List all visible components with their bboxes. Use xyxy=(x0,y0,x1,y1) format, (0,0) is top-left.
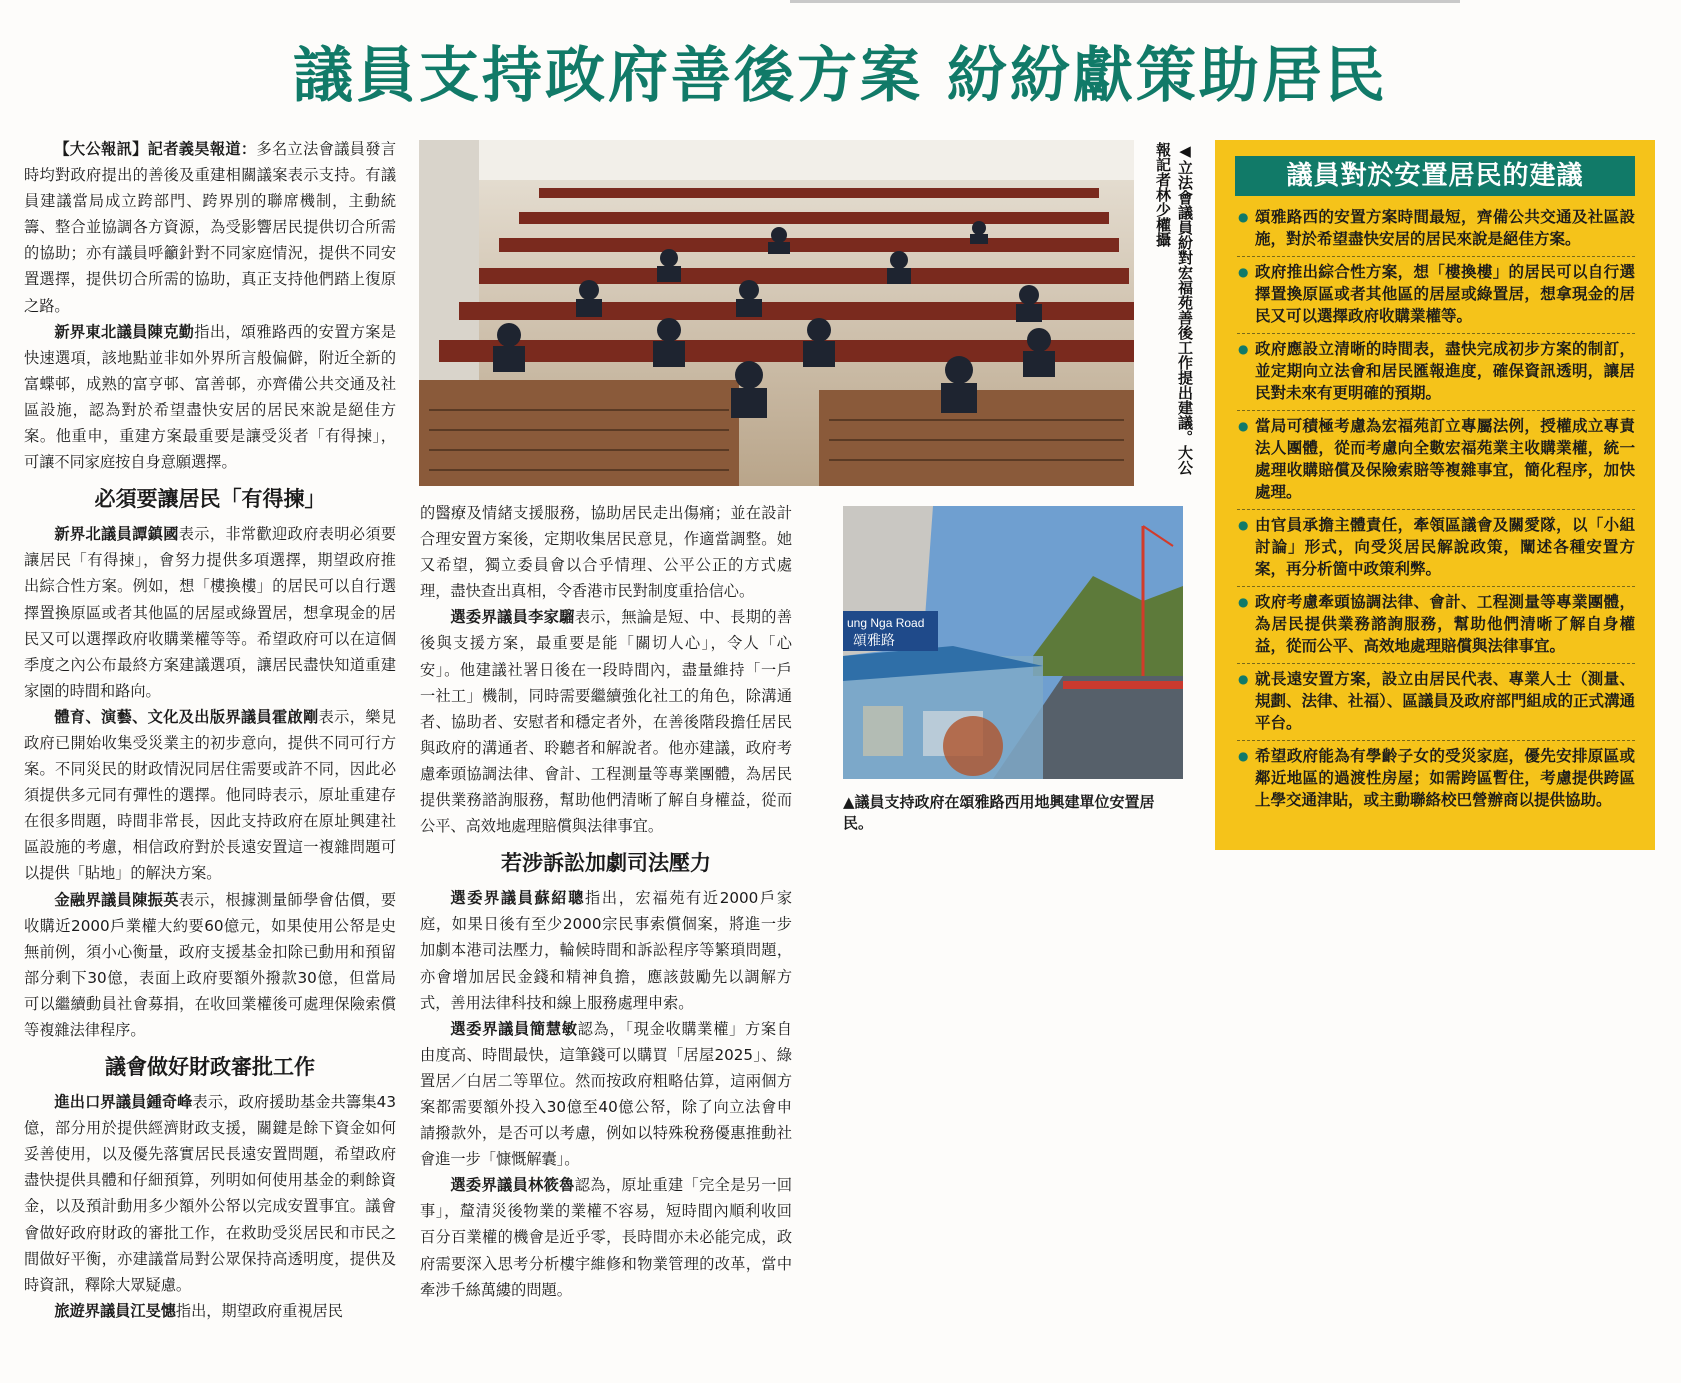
street-photo xyxy=(843,506,1183,779)
speaker-name: 新界北議員譚鎮國 xyxy=(54,525,179,544)
subheading: 議會做好財政審批工作 xyxy=(105,1055,315,1080)
list-item: ● 頌雅路西的安置方案時間最短，齊備公共交通及社區設施，對於希望盡快安居的居民來說是絕佳方案。 xyxy=(1237,202,1635,257)
paragraph-text: 認為，原址重建「完全是另一回事」，釐清災後物業的業權不容易，短時間內順利收回百分百業權的機會是近乎零，長時間亦未必能完成，政府需要深入思考分析樓宇維修和物業管理的改革，當中牽涉千絲萬縷的問題。 xyxy=(420,1176,793,1299)
byline: 【大公報訊】記者義昊報道： xyxy=(54,140,257,158)
paragraph-text: 指出，宏福苑有近2000戶家庭，如果日後有至少2000宗民事索償個案，將進一步加劇本港司法壓力，輪候時間和訴訟程序等繁瑣問題，亦會增加居民金錢和精神負擔，應該鼓勵先以調解方式，善用法律科技和線上服務處理申索。 xyxy=(420,889,793,1012)
list-item: ● 當局可積極考慮為宏福苑訂立專屬法例，授權成立專責法人團體，從而考慮向全數宏福苑業主收購業權，統一處理收購賠償及保險索賠等複雜事宜，簡化程序，加快處理。 xyxy=(1237,411,1635,510)
suggestions-sidebar xyxy=(1215,140,1655,850)
top-rule xyxy=(790,0,1460,3)
paragraph-text: 多名立法會議員發言時均對政府提出的善後及重建相關議案表示支持。有議員建議當局成立跨部門、跨界別的聯席機制，主動統籌、整合並協調各方資源，為受影響居民提供切合所需的協助；亦有議員呼籲針對不同家庭情況，提供不同安置選擇，提供切合所需的協助，真正支持他們踏上復原之路。 xyxy=(24,140,397,315)
paragraph xyxy=(24,136,396,319)
list-item: ● 由官員承擔主體責任，牽領區議會及關愛隊，以「小組討論」形式，向受災居民解說政策，闡述各種安置方案，再分析箇中政策利弊。 xyxy=(1237,510,1635,587)
speaker-name: 選委界議員林筱魯 xyxy=(450,1176,575,1195)
speaker-name: 選委界議員李家騮 xyxy=(450,608,575,627)
speaker-name: 進出口界議員鍾奇峰 xyxy=(54,1093,193,1112)
speaker-name: 旅遊界議員江旻憓 xyxy=(54,1301,176,1320)
list-item: ● 希望政府能為有學齡子女的受災家庭，優先安排原區或鄰近地區的過渡性房屋；如需跨區暫住，考慮提供跨區上學交通津貼，或主動聯絡校巴營辦商以提供協助。 xyxy=(1237,741,1635,817)
speaker-name: 新界東北議員陳克勤 xyxy=(54,322,195,341)
list-item: ● 政府應設立清晰的時間表，盡快完成初步方案的制訂，並定期向立法會和居民匯報進度，確保資訊透明，讓居民對未來有更明確的預期。 xyxy=(1237,334,1635,411)
article-column-1 xyxy=(24,136,396,1324)
suggestion-list xyxy=(1237,202,1635,817)
paragraph xyxy=(420,885,792,1015)
paragraph-text: 表示，非常歡迎政府表明必須要讓居民「有得揀」，會努力提供多項選擇，期望政府推出綜合性方案。例如，想「樓換樓」的居民可以自行選擇置換原區或者其他區的居屋或綠置居，想拿現金的居民又可以選擇政府收購業權等等。希望政府可以在這個季度之內公布最終方案建議選項，讓居民盡快知道重建家園的時間和路向。 xyxy=(24,525,397,700)
subheading: 必須要讓居民「有得揀」 xyxy=(94,487,326,512)
paragraph-text: 指出，期望政府重視居民 xyxy=(175,1301,343,1320)
article-column-2 xyxy=(420,500,792,1303)
paragraph-text: 認為，「現金收購業權」方案自由度高、時間最快，這筆錢可以購買「居屋2025」、綠置居／白居二等單位。然而按政府粗略估算，這兩個方案都需要額外投入30億至40億公帑，除了向立法會申請撥款外，是否可以考慮，例如以特殊稅務優惠推動社會進一步「慷慨解囊」。 xyxy=(420,1019,792,1169)
paragraph-text: 表示，政府援助基金共籌集43億，部分用於提供經濟財政支援，關鍵是餘下資金如何妥善使用，以及優先落實居民長遠安置問題，希望政府盡快提供具體和仔細預算，列明如何使用基金的剩餘資金，以及預計動用多少額外公帑以完成安置事宜。議會會做好政府財政的審批工作，在救助受災居民和市民之間做好平衡，亦建議當局對公眾保持高透明度，提供及時資訊，釋除大眾疑慮。 xyxy=(24,1093,397,1294)
speaker-name: 金融界議員陳振英 xyxy=(54,890,179,909)
photo-1-caption: ◀立法會議員紛對宏福苑善後工作提出建議。大公報記者林少權攝 xyxy=(1154,142,1194,475)
paragraph xyxy=(24,1298,396,1324)
paragraph xyxy=(24,521,396,704)
sidebar-title: 議員對於安置居民的建議 xyxy=(1235,156,1635,196)
paragraph xyxy=(24,319,396,476)
subheading: 若涉訴訟加劇司法壓力 xyxy=(501,851,711,876)
paragraph-text: 表示，無論是短、中、長期的善後與支援方案，最重要是能「關切人心」，令人「心安」。他建議社署日後在一段時間內，盡量維持「一戶一社工」機制，同時需要繼續強化社工的角色，除溝通者、協助者、安慰者和穩定者外，在善後階段擔任居民與政府的溝通者、聆聽者和解說者。他亦建議，政府考慮牽頭協調法律、會計、工程測量等專業團體，為居民提供業務諮詢服務，幫助他們清晰了解自身權益，從而公平、高效地處理賠償與法律事宜。 xyxy=(420,608,793,836)
paragraph-text: 表示，根據測量師學會估價，要收購近2000戶業權大約要60億元，如果使用公帑是史無前例，須小心衡量，政府支援基金扣除已動用和預留部分剩下30億，表面上政府要額外撥款30億，但當局可以繼續動員社會募捐，在收回業權後可處理保險索償等複雜法律程序。 xyxy=(24,890,397,1039)
photo-2-caption: ▲議員支持政府在頌雅路西用地興建單位安置居民。 xyxy=(843,793,1155,832)
speaker-name: 選委界議員蘇紹聰 xyxy=(450,889,586,908)
paragraph xyxy=(24,1089,396,1298)
paragraph-text: 指出，頌雅路西的安置方案是快速選項，該地點並非如外界所言般偏僻，附近全新的富蝶邨，成熟的富亨邨、富善邨，亦齊備公共交通及社區設施，認為對於希望盡快安居的居民來說是絕佳方案。他重申，重建方案最重要是讓受災者「有得揀」，可讓不同家庭按自身意願選擇。 xyxy=(24,322,397,472)
paragraph-text: 的醫療及情緒支援服務，協助居民走出傷痛；並在設計合理安置方案後，定期收集居民意見，作適當調整。她又希望，獨立委員會以合乎情理、公平公正的方式處理，盡快查出真相，令香港市民對制度重拾信心。 xyxy=(420,504,792,601)
paragraph xyxy=(420,1172,792,1302)
chamber-illustration xyxy=(419,140,1134,486)
legco-chamber-photo xyxy=(419,140,1134,486)
list-item: ● 政府考慮牽頭協調法律、會計、工程測量等專業團體，為居民提供業務諮詢服務，幫助他們清晰了解自身權益，從而公平、高效地處理賠償與法律事宜。 xyxy=(1237,587,1635,664)
paragraph-text: 表示，樂見政府已開始收集受災業主的初步意向，提供不同可行方案。不同災民的財政情況同居住需要或許不同，因此必須提供多元同有彈性的選擇。他同時表示，原址重建存在很多問題，時間非常長，因此支持政府在原址興建社區設施的考慮，相信政府對於長遠安置這一複雜問題可以提供「貼地」的解決方案。 xyxy=(24,707,397,883)
speaker-name: 選委界議員簡慧敏 xyxy=(450,1019,578,1038)
street-illustration xyxy=(843,506,1183,779)
speaker-name: 體育、演藝、文化及出版界議員霍啟剛 xyxy=(54,707,319,726)
sign-zh: 頌雅路 xyxy=(853,633,895,649)
paragraph xyxy=(420,1016,792,1173)
list-item: ● 政府推出綜合性方案，想「樓換樓」的居民可以自行選擇置換原區或者其他區的居屋或綠置居，想拿現金的居民又可以選擇政府收購業權等。 xyxy=(1237,257,1635,334)
sign-en: ung Nga Road xyxy=(847,616,925,630)
paragraph xyxy=(420,500,792,604)
list-item: ● 就長遠安置方案，設立由居民代表、專業人士（測量、規劃、法律、社福）、區議員及政府部門組成的正式溝通平台。 xyxy=(1237,664,1635,741)
page-headline: 議員支持政府善後方案 紛紛獻策助居民 xyxy=(293,41,1388,111)
paragraph xyxy=(420,604,792,839)
paragraph xyxy=(24,704,396,887)
paragraph xyxy=(24,887,396,1044)
